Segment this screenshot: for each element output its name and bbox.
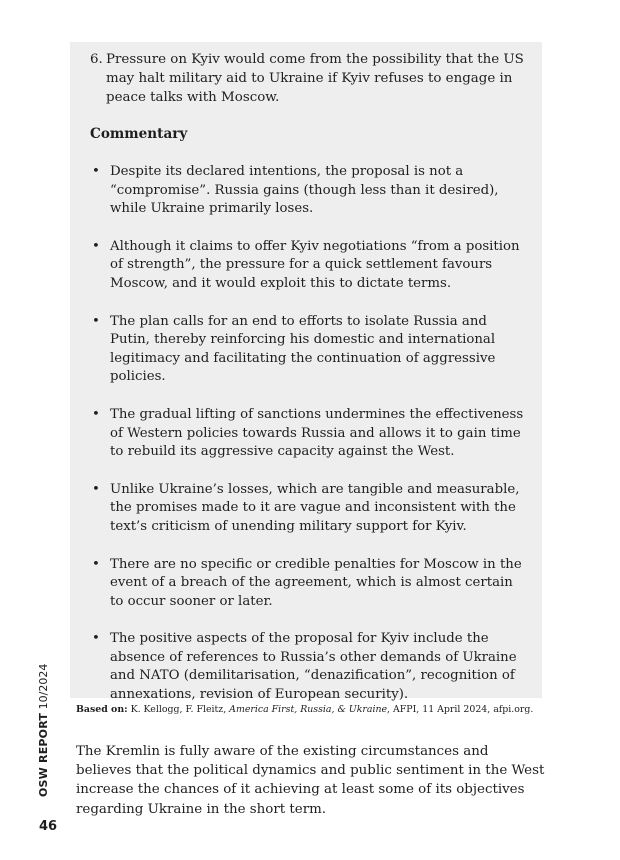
bullet-item bbox=[90, 406, 530, 462]
source-citation bbox=[76, 703, 546, 717]
bullet-icon: • bbox=[92, 313, 100, 329]
report-side-label bbox=[37, 664, 50, 797]
bullet-text: The plan calls for an end to efforts to isolate Russia and Putin, thereby reinforcing his domestic and international legitimacy and facilitating the continuation of aggressive policies. bbox=[110, 313, 496, 385]
list-item-point-6 bbox=[90, 50, 530, 107]
bullet-text: The positive aspects of the proposal for Kyiv include the absence of references to Russia’s other demands of Ukraine and NATO (demilitarisation, “denazification”, recognition of annexations, revision of European security). bbox=[110, 631, 517, 703]
bullet-item bbox=[90, 313, 530, 387]
citation-details: , AFPI, 11 April 2024, afpi.org. bbox=[387, 704, 534, 715]
bullet-icon: • bbox=[92, 406, 100, 422]
bullet-item bbox=[90, 163, 530, 219]
bullet-icon: • bbox=[92, 481, 100, 497]
citation-authors: K. Kellogg, F. Fleitz, bbox=[130, 704, 227, 715]
page-number: 46 bbox=[39, 819, 58, 834]
bullet-text: The gradual lifting of sanctions undermines the effectiveness of Western policies towards Russia and allows it to gain time to rebuild its aggressive capacity against the West. bbox=[110, 406, 524, 460]
bullet-text: Despite its declared intentions, the proposal is not a “compromise”. Russia gains (though less than it desired), while Ukraine primarily loses. bbox=[110, 164, 499, 217]
bullet-icon: • bbox=[92, 238, 100, 254]
list-item-number: 6. bbox=[90, 52, 103, 67]
commentary-bullet-list bbox=[90, 163, 530, 724]
bullet-icon: • bbox=[92, 164, 100, 179]
citation-label: Based on: bbox=[76, 704, 128, 715]
bullet-text: Unlike Ukraine’s losses, which are tangible and measurable, the promises made to it are vague and inconsistent with the text’s criticism of unending military support for Kyiv. bbox=[110, 481, 520, 534]
bullet-icon: • bbox=[92, 556, 100, 572]
bullet-item bbox=[90, 238, 530, 294]
bullet-icon: • bbox=[92, 631, 100, 647]
bullet-item bbox=[90, 481, 530, 537]
report-brand: OSW REPORT bbox=[37, 712, 50, 797]
report-issue: 10/2024 bbox=[37, 663, 50, 710]
bullet-item bbox=[90, 630, 530, 704]
section-heading: Commentary bbox=[90, 126, 188, 142]
closing-paragraph: The Kremlin is fully aware of the existing circumstances and believes that the political dynamics and public sentiment in the West increase the chances of it achieving at least some of its objectives regarding Ukraine in the short term. bbox=[76, 744, 545, 817]
list-item-text: Pressure on Kyiv would come from the possibility that the US may halt military aid to Ukraine if Kyiv refuses to engage in peace talks with Moscow. bbox=[106, 52, 524, 105]
bullet-text: Although it claims to offer Kyiv negotiations “from a position of strength”, the pressure for a quick settlement favours Moscow, and it would exploit this to dictate terms. bbox=[110, 238, 520, 291]
citation-title: America First, Russia, & Ukraine bbox=[229, 704, 388, 715]
bullet-text: There are no specific or credible penalties for Moscow in the event of a breach of the agreement, which is almost certain to occur sooner or later. bbox=[110, 556, 522, 609]
bullet-item bbox=[90, 556, 530, 612]
